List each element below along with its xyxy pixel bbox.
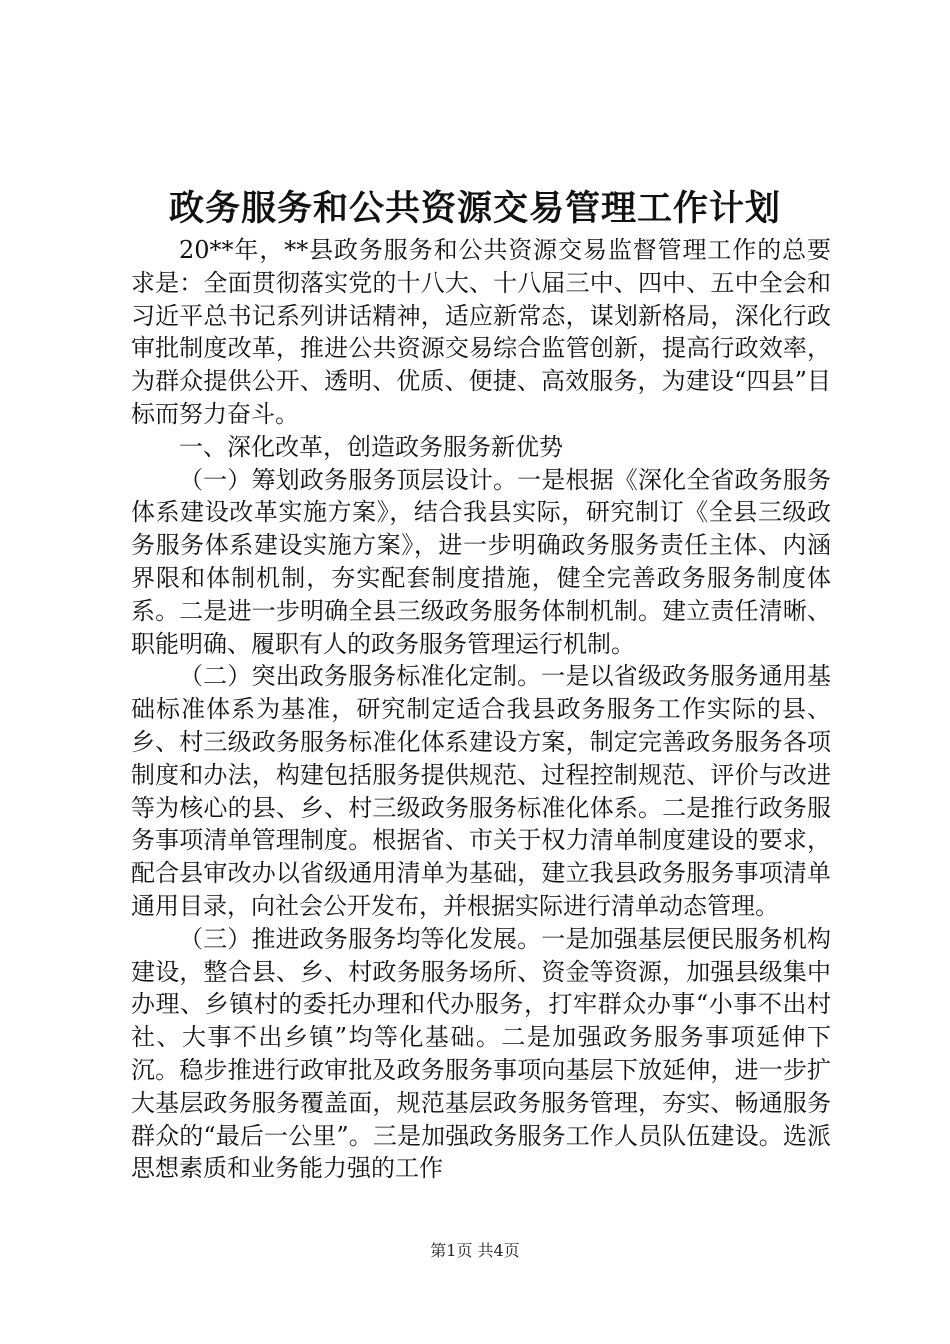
paragraph-3: （三）推进政务服务均等化发展。一是加强基层便民服务机构建设，整合县、乡、村政务服务场所、资金等资源，加强县级集中办理、乡镇村的委托办理和代办服务，打牢群众办事“小事不出村社、大事不出乡镇”均等化基础。二是加强政务服务事项延伸下沉。稳步推进行政审批及政务服务事项向基层下放延伸，进一步扩大基层政务服务覆盖面，规范基层政务服务管理，夯实、畅通服务群众的“最后一公里”。三是加强政务服务工作人员队伍建设。选派思想素质和业务能力强的工作 <box>131 924 831 1183</box>
document-body <box>131 234 831 1185</box>
paragraph-1: （一）筹划政务服务顶层设计。一是根据《深化全省政务服务体系建设改革实施方案》，结合我县实际，研究制订《全县三级政务服务体系建设实施方案》，进一步明确政务服务责任主体、内涵界限和体制机制，夯实配套制度措施，健全完善政务服务制度体系。二是进一步明确全县三级政务服务体制机制。建立责任清晰、职能明确、履职有人的政务服务管理运行机制。 <box>131 465 831 658</box>
document-title: 政务服务和公共资源交易管理工作计划 <box>168 188 781 229</box>
paragraph-intro: 20**年，**县政务服务和公共资源交易监督管理工作的总要求是：全面贯彻落实党的十八大、十八届三中、四中、五中全会和习近平总书记系列讲话精神，适应新常态，谋划新格局，深化行政审批制度改革，推进公共资源交易综合监管创新，提高行政效率，为群众提供公开、透明、优质、便捷、高效服务，为建设“四县”目标而努力奋斗。 <box>131 236 831 428</box>
page-number-footer: 第1页 共4页 <box>430 1241 520 1260</box>
section-heading-1: 一、深化改革，创造政务服务新优势 <box>179 432 563 461</box>
paragraph-2: （二）突出政务服务标准化定制。一是以省级政务服务通用基础标准体系为基准，研究制定适合我县政务服务工作实际的县、乡、村三级政务服务标准化体系建设方案，制定完善政务服务各项制度和办法，构建包括服务提供规范、过程控制规范、评价与改进等为核心的县、乡、村三级政务服务标准化体系。二是推行政务服务事项清单管理制度。根据省、市关于权力清单制度建设的要求，配合县审改办以省级通用清单为基础，建立我县政务服务事项清单通用目录，向社会公开发布，并根据实际进行清单动态管理。 <box>131 662 831 920</box>
